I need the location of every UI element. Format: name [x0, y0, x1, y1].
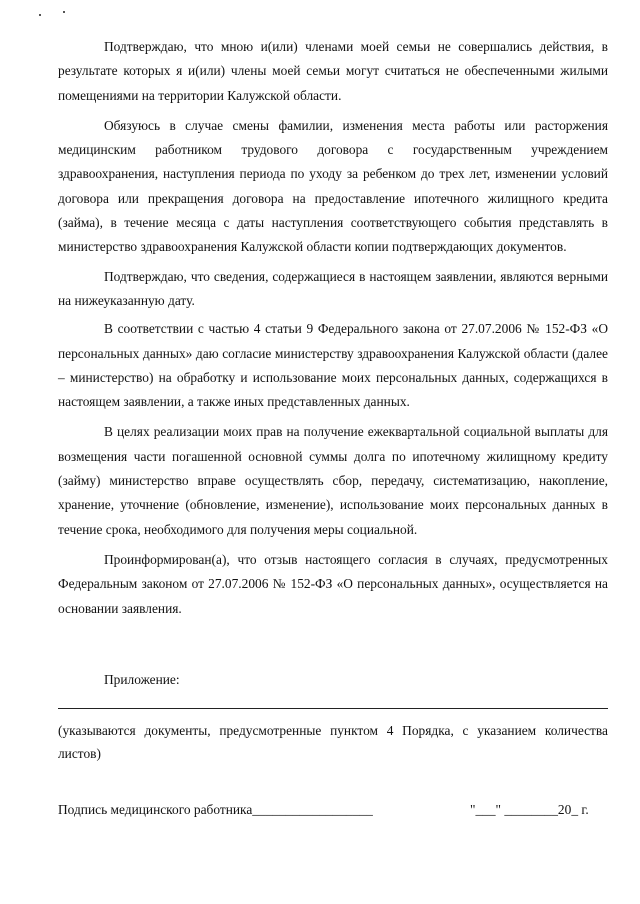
scan-artifact-dot [63, 11, 65, 13]
paragraph-processing-rights: В целях реализации моих прав на получение ежеквартальной социальной выплаты для возмещения части погашенной основной суммы долга по ипотечному жилищному кредиту (займу) министерство вправе осуществлять сбор, передачу, систематизацию, накопление, хранение, уточнение (обновление, изменение), использование моих персональных данных в течение срока, необходимого для получения меры социальной. [58, 424, 608, 537]
signature-field: Подпись медицинского работника__________________ [58, 802, 373, 817]
appendix-note: (указываются документы, предусмотренные пунктом 4 Порядка, с указанием количества листов) [58, 723, 608, 761]
paragraph-obligation-notify: Обязуюсь в случае смены фамилии, изменения места работы или расторжения медицинским работником трудового договора с государственным учреждением здравоохранения, наступления периода по уходу за ребенком до трех лет, изменении условий договора или прекращения договора на предоставление ипотечного жилищного кредита (займа), в течение месяца с даты наступления соответствующего события представлять в министерство здравоохранения Калужской области копии подтверждающих документов. [58, 117, 608, 255]
document-body [58, 35, 608, 621]
paragraph-consent-withdrawal: Проинформирован(а), что отзыв настоящего согласия в случаях, предусмотренных Федеральным законом от 27.07.2006 № 152-ФЗ «О персональных данных», осуществляется на основании заявления. [58, 551, 608, 616]
appendix-label: Приложение: [104, 672, 180, 687]
paragraph-confirm-accuracy: Подтверждаю, что сведения, содержащиеся в настоящем заявлении, являются верными на нижеуказанную дату. [58, 268, 608, 308]
paragraph-no-deliberate-actions: Подтверждаю, что мною и(или) членами моей семьи не совершались действия, в результате которых я и(или) члены моей семьи могут считаться не обеспеченными жилыми помещениями на территории Калужской области. [58, 39, 608, 103]
scan-artifact-dot [39, 14, 41, 16]
date-field: "___" ________20_ г. [470, 802, 589, 817]
paragraph-personal-data-consent: В соответствии с частью 4 статьи 9 Федерального закона от 27.07.2006 № 152-ФЗ «О персональных данных» даю согласие министерству здравоохранения Калужской области (далее – министерство) на обработку и использование моих персональных данных, содержащихся в настоящем заявлении, а также иных представленных данных. [58, 321, 608, 410]
appendix-fill-line [58, 708, 608, 709]
